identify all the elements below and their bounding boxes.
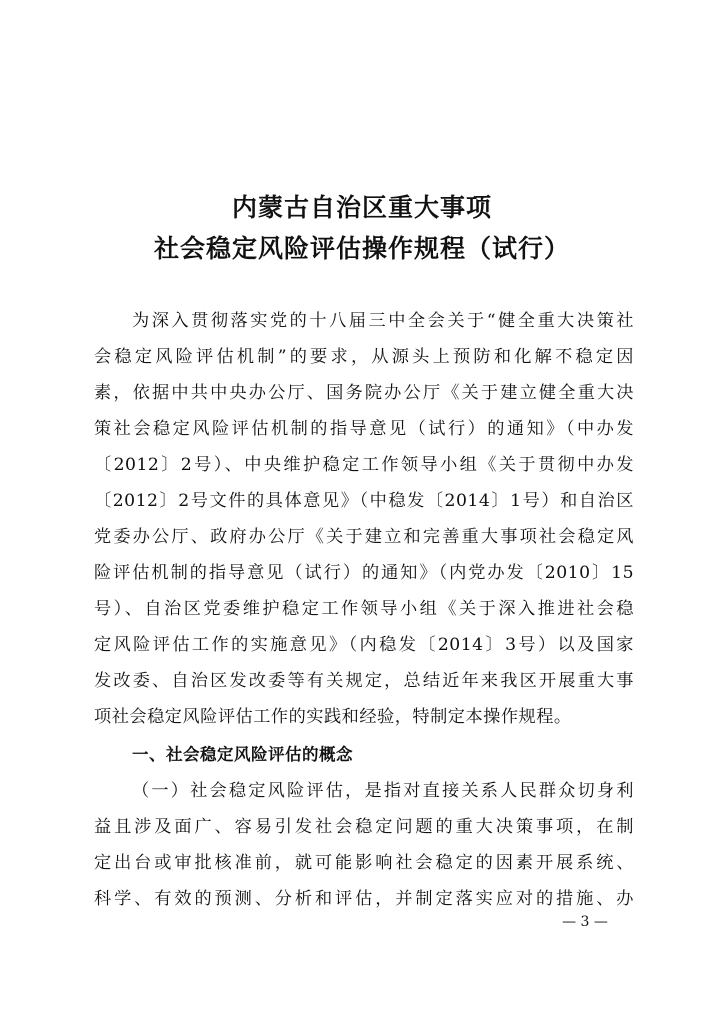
- section-line: （一）社会稳定风险评估，是指对直接关系人民群众切身利: [132, 781, 634, 801]
- intro-line: 〔2012〕2号）、中央维护稳定工作领导小组《关于贯彻中办发: [94, 455, 634, 475]
- intro-line: 发改委、自治区发改委等有关规定，总结近年来我区开展重大事: [94, 671, 634, 691]
- intro-line: 素，依据中共中央办公厅、国务院办公厅《关于建立健全重大决: [94, 383, 634, 403]
- intro-line: 策社会稳定风险评估机制的指导意见（试行）的通知》（中办发: [94, 419, 634, 439]
- intro-line: 会稳定风险评估机制”的要求，从源头上预防和化解不稳定因: [94, 347, 634, 367]
- intro-line: 为深入贯彻落实党的十八届三中全会关于“健全重大决策社: [132, 311, 634, 331]
- intro-line: 项社会稳定风险评估工作的实践和经验，特制定本操作规程。: [94, 707, 572, 727]
- section-line: 定出台或审批核准前，就可能影响社会稳定的因素开展系统、: [94, 853, 634, 873]
- document-title-line-2: 社会稳定风险评估操作规程（试行）: [153, 234, 570, 263]
- section-line: 益且涉及面广、容易引发社会稳定问题的重大决策事项，在制: [94, 817, 634, 837]
- document-title-line-1: 内蒙古自治区重大事项: [231, 193, 492, 222]
- section-heading: 一、社会稳定风险评估的概念: [132, 745, 353, 764]
- intro-line: 〔2012〕2号文件的具体意见》（中稳发〔2014〕1号）和自治区: [94, 491, 634, 511]
- page-number: — 3 —: [562, 914, 608, 930]
- intro-line: 险评估机制的指导意见（试行）的通知》（内党办发〔2010〕15: [94, 563, 634, 583]
- intro-line: 定风险评估工作的实施意见》（内稳发〔2014〕3号）以及国家: [94, 635, 634, 655]
- intro-line: 号）、自治区党委维护稳定工作领导小组《关于深入推进社会稳: [94, 599, 634, 619]
- intro-line: 党委办公厅、政府办公厅《关于建立和完善重大事项社会稳定风: [94, 527, 634, 547]
- section-line: 科学、有效的预测、分析和评估，并制定落实应对的措施、办: [94, 889, 634, 909]
